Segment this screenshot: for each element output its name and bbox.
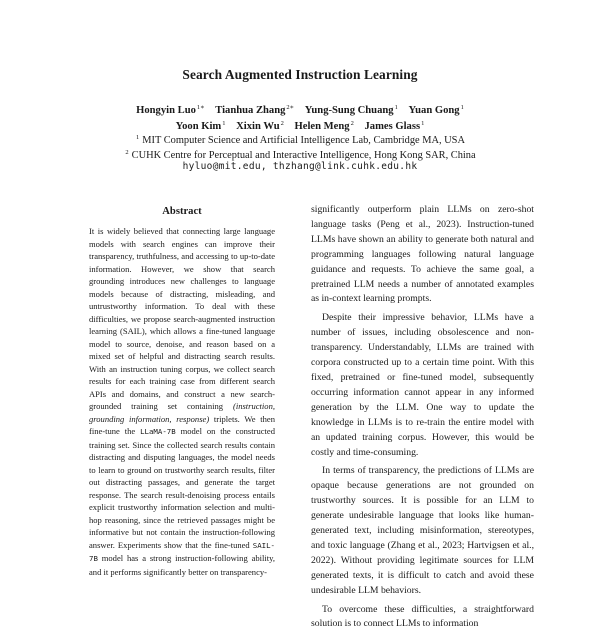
author-emails: hyluo@mit.edu, thzhang@link.cuhk.edu.hk <box>182 161 418 172</box>
author: Tianhua Zhang$^{2∗}$ <box>215 104 295 116</box>
author: Yuan Gong$^1$ <box>408 104 464 116</box>
author: Yoon Kim$^1$ <box>175 120 226 132</box>
author-list-row-1 <box>0 101 600 117</box>
author: Xixin Wu$^2$ <box>236 120 284 132</box>
affiliation: $^1$ MIT Computer Science and Artificial Intelligence Lab, Cambridge MA, USA <box>136 134 465 146</box>
abstract-heading: Abstract <box>162 206 202 217</box>
paragraph: In terms of transparency, the predictions of LLMs are opaque because generations are not grounded on trustworthy sources. It is possible for an LLM to generate undesirable language that looks like human-generated text, including misinformation, stereotypes, and toxic language (Zhang et al., 2023; Hartvigsen et al., 2022). Without providing legitimate sources for LLM generated texts, it is difficult to catch and avoid these undesirable LLM behaviors. <box>311 465 534 596</box>
author: James Glass$^1$ <box>364 120 425 132</box>
author: Helen Meng$^2$ <box>294 120 354 132</box>
paper-title: Search Augmented Instruction Learning <box>182 67 418 82</box>
abstract-text: It is widely believed that connecting large language models with search engines can improve their transparency, truthfulness, and accessing to up-to-date information. However, we show that search grounding introduces new challenges to language models because of distracting, misleading, and untrustworthy information. To deal with these difficulties, we propose search-augmented instruction learning (SAIL), which allows a fine-tuned language model to source, denoise, and reason based on a mixed set of helpful and distracting search results. With an instruction tuning corpus, we collect search results for each training case from different search APIs and domains, and construct a new search-grounded training set containing (instruction, grounding information, response) triplets. We then fine-tune the LLaMA-7B model on the constructed training set. Since the collected search results contain distracting and disputing languages, the model needs to learn to ground on trustworthy search results, filter out distracting passages, and generate the target response. The search result-denoising process entails explicit trustworthy information selection and multi-hop reasoning, since the retrieved passages might be informative but not contain the instruction-following answer. Experiments show that the fine-tuned SAIL-7B model has a strong instruction-following ability, and it performs significantly better on transparency- <box>89 226 275 577</box>
paragraph: significantly outperform plain LLMs on zero-shot language tasks (Peng et al., 2023). Instruction-tuned LLMs have shown an ability to generate both natural and programming languages following natural language guidance and requests. To achieve the same goal, a pretrained LLM needs a number of annotated examples as in-context learning prompts. <box>311 204 534 305</box>
paragraph: To overcome these difficulties, a straightforward solution is to connect LLMs to information <box>311 603 534 630</box>
intro-column <box>311 203 534 632</box>
affiliation: $^2$ CUHK Centre for Perceptual and Interactive Intelligence, Hong Kong SAR, China <box>125 149 476 161</box>
author: Yung-Sung Chuang$^1$ <box>304 104 398 116</box>
author: Hongyin Luo$^{1∗}$ <box>136 104 205 116</box>
paragraph: Despite their impressive behavior, LLMs have a number of issues, including obsolescence and non-transparency. Understandably, LLMs are trained with corpora constructed up to a certain time point. With this fixed, pretrained or fine-tuned model, subsequently occurring information cannot appear in any informed generation by the LLM. One way to update the knowledge in LLMs is to re-train the entire model with an updated training corpus. However, this would be costly and time-consuming. <box>311 312 534 458</box>
